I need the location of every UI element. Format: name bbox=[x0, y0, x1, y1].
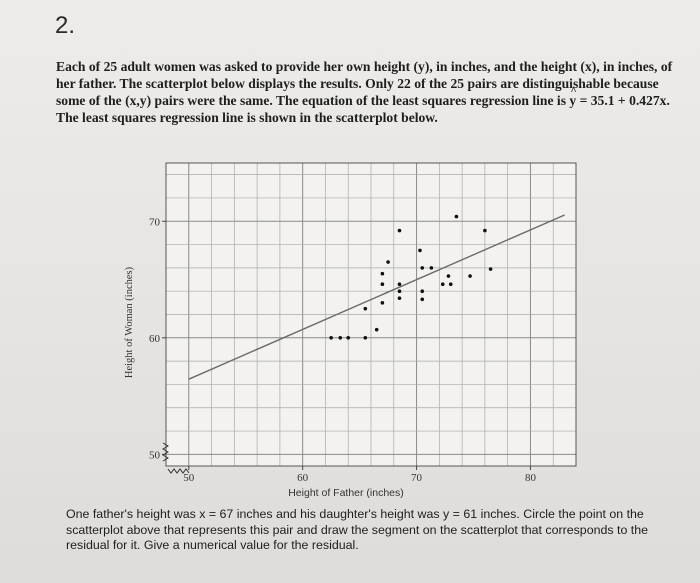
data-point bbox=[338, 336, 342, 340]
data-point bbox=[375, 328, 379, 332]
data-point bbox=[398, 282, 402, 286]
x-tick-label: 60 bbox=[297, 472, 309, 484]
data-point bbox=[418, 249, 422, 253]
data-point bbox=[398, 229, 402, 233]
data-point bbox=[468, 274, 472, 278]
y-tick-label: 60 bbox=[149, 332, 160, 345]
data-point bbox=[364, 307, 368, 311]
data-point bbox=[455, 215, 459, 219]
scatterplot-chart bbox=[118, 155, 598, 505]
y-tick-label: 50 bbox=[149, 449, 160, 462]
data-point bbox=[420, 289, 424, 293]
y-tick-labels bbox=[149, 216, 166, 461]
intro-text-after: = 35.1 + 0.427x. The least squares regression line is shown in the scatterplot below. bbox=[56, 93, 670, 125]
data-point bbox=[381, 272, 385, 276]
data-point bbox=[329, 336, 333, 340]
follow-up-question bbox=[66, 507, 678, 554]
x-axis-label: Height of Father (inches) bbox=[288, 487, 404, 499]
data-point bbox=[483, 229, 487, 233]
problem-statement bbox=[56, 58, 674, 126]
data-point bbox=[489, 267, 493, 271]
chart-grid bbox=[166, 163, 576, 466]
y-axis-label: Height of Woman (inches) bbox=[124, 266, 135, 379]
data-point bbox=[364, 336, 368, 340]
data-point bbox=[420, 266, 424, 270]
data-point bbox=[430, 266, 434, 270]
data-point bbox=[381, 301, 385, 305]
data-point bbox=[386, 260, 390, 264]
x-tick-label: 50 bbox=[183, 472, 195, 484]
x-tick-label: 70 bbox=[411, 472, 423, 484]
data-point bbox=[420, 298, 424, 302]
question-text: One father's height was x = 67 inches and his daughter's height was y = 61 inches. Circle the point on the scatterplot above that represents this pair and draw the segment on the scatterplot that corresponds to the residual for it. Give a numerical value for the residual. bbox=[66, 507, 649, 552]
data-point bbox=[398, 289, 402, 293]
data-point bbox=[398, 296, 402, 300]
data-point bbox=[346, 336, 350, 340]
intro-text-before: Each of 25 adult women was asked to provide her own height (y), in inches, and the height (x), in inches, of her father. The scatterplot below displays the results. Only 22 of the 25 pairs are distinguishable because some of the (x,y) pairs were the same. The equation of the least squares regression line is bbox=[56, 59, 673, 108]
y-hat-symbol: ^ y bbox=[569, 92, 576, 109]
data-point bbox=[441, 282, 445, 286]
data-point bbox=[449, 282, 453, 286]
x-tick-labels bbox=[183, 466, 536, 484]
y-tick-label: 70 bbox=[149, 216, 160, 229]
data-point bbox=[447, 274, 451, 278]
data-point bbox=[381, 282, 385, 286]
x-tick-label: 80 bbox=[524, 472, 536, 484]
question-number: 2. bbox=[55, 12, 76, 39]
